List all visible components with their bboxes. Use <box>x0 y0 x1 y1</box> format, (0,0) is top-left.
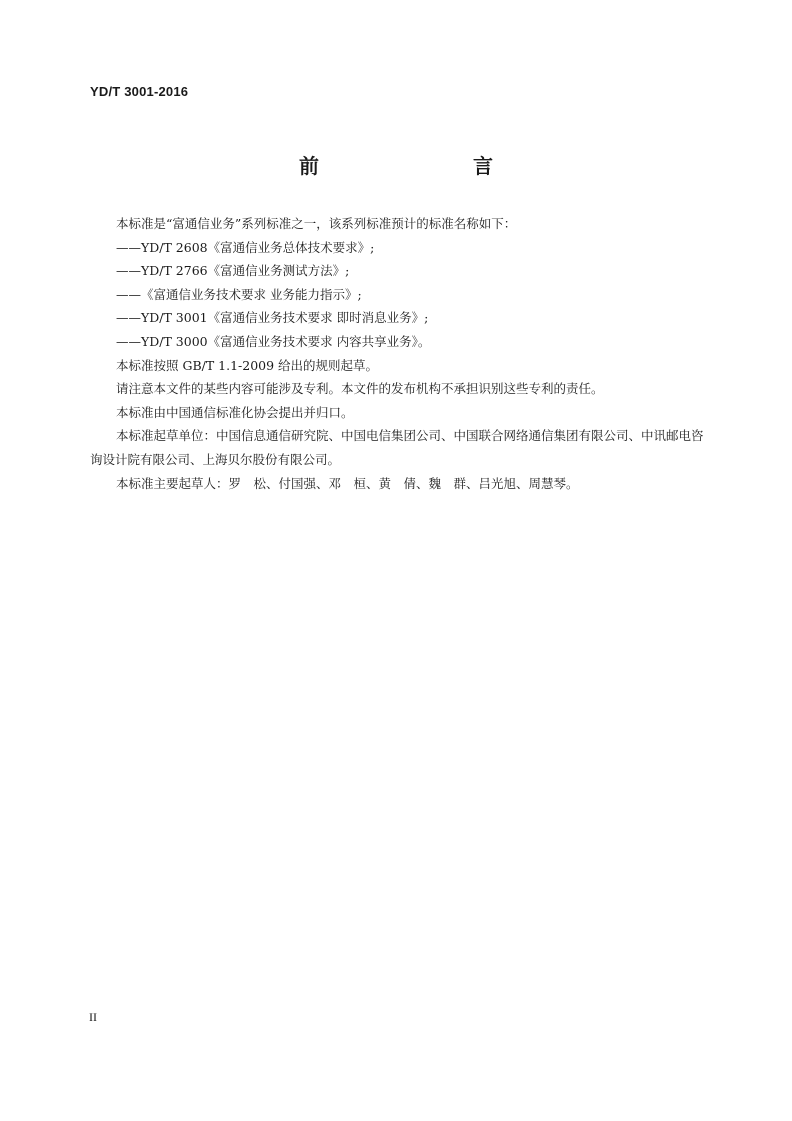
list-item: ——YD/T 3001《富通信业务技术要求 即时消息业务》; <box>116 310 429 326</box>
document-code: YD/T 3001-2016 <box>90 84 189 99</box>
drafting-units-paragraph: 本标准起草单位：中国信息通信研究院、中国电信集团公司、中国联合网络通信集团有限公司、中讯邮电咨询设计院有限公司、上海贝尔股份有限公司。 <box>90 428 704 467</box>
page-title: 前 言 <box>299 154 531 178</box>
drafters-paragraph: 本标准主要起草人：罗 松、付国强、邓 桓、黄 倩、魏 群、吕光旭、周慧琴。 <box>116 475 579 491</box>
foreword-body <box>90 212 712 495</box>
patent-notice-paragraph: 请注意本文件的某些内容可能涉及专利。本文件的发布机构不承担识别这些专利的责任。 <box>116 381 604 397</box>
intro-paragraph: 本标准是“富通信业务”系列标准之一，该系列标准预计的标准名称如下： <box>116 216 517 231</box>
proposer-paragraph: 本标准由中国通信标准化协会提出并归口。 <box>116 404 354 420</box>
list-item: ——《富通信业务技术要求 业务能力指示》; <box>116 286 362 302</box>
drafting-rules-paragraph: 本标准按照 GB/T 1.1-2009 给出的规则起草。 <box>116 357 379 373</box>
list-item: ——YD/T 2766《富通信业务测试方法》; <box>116 263 350 279</box>
page-number: II <box>89 1010 97 1024</box>
list-item: ——YD/T 2608《富通信业务总体技术要求》; <box>116 239 375 255</box>
list-item: ——YD/T 3000《富通信业务技术要求 内容共享业务》。 <box>116 333 431 349</box>
